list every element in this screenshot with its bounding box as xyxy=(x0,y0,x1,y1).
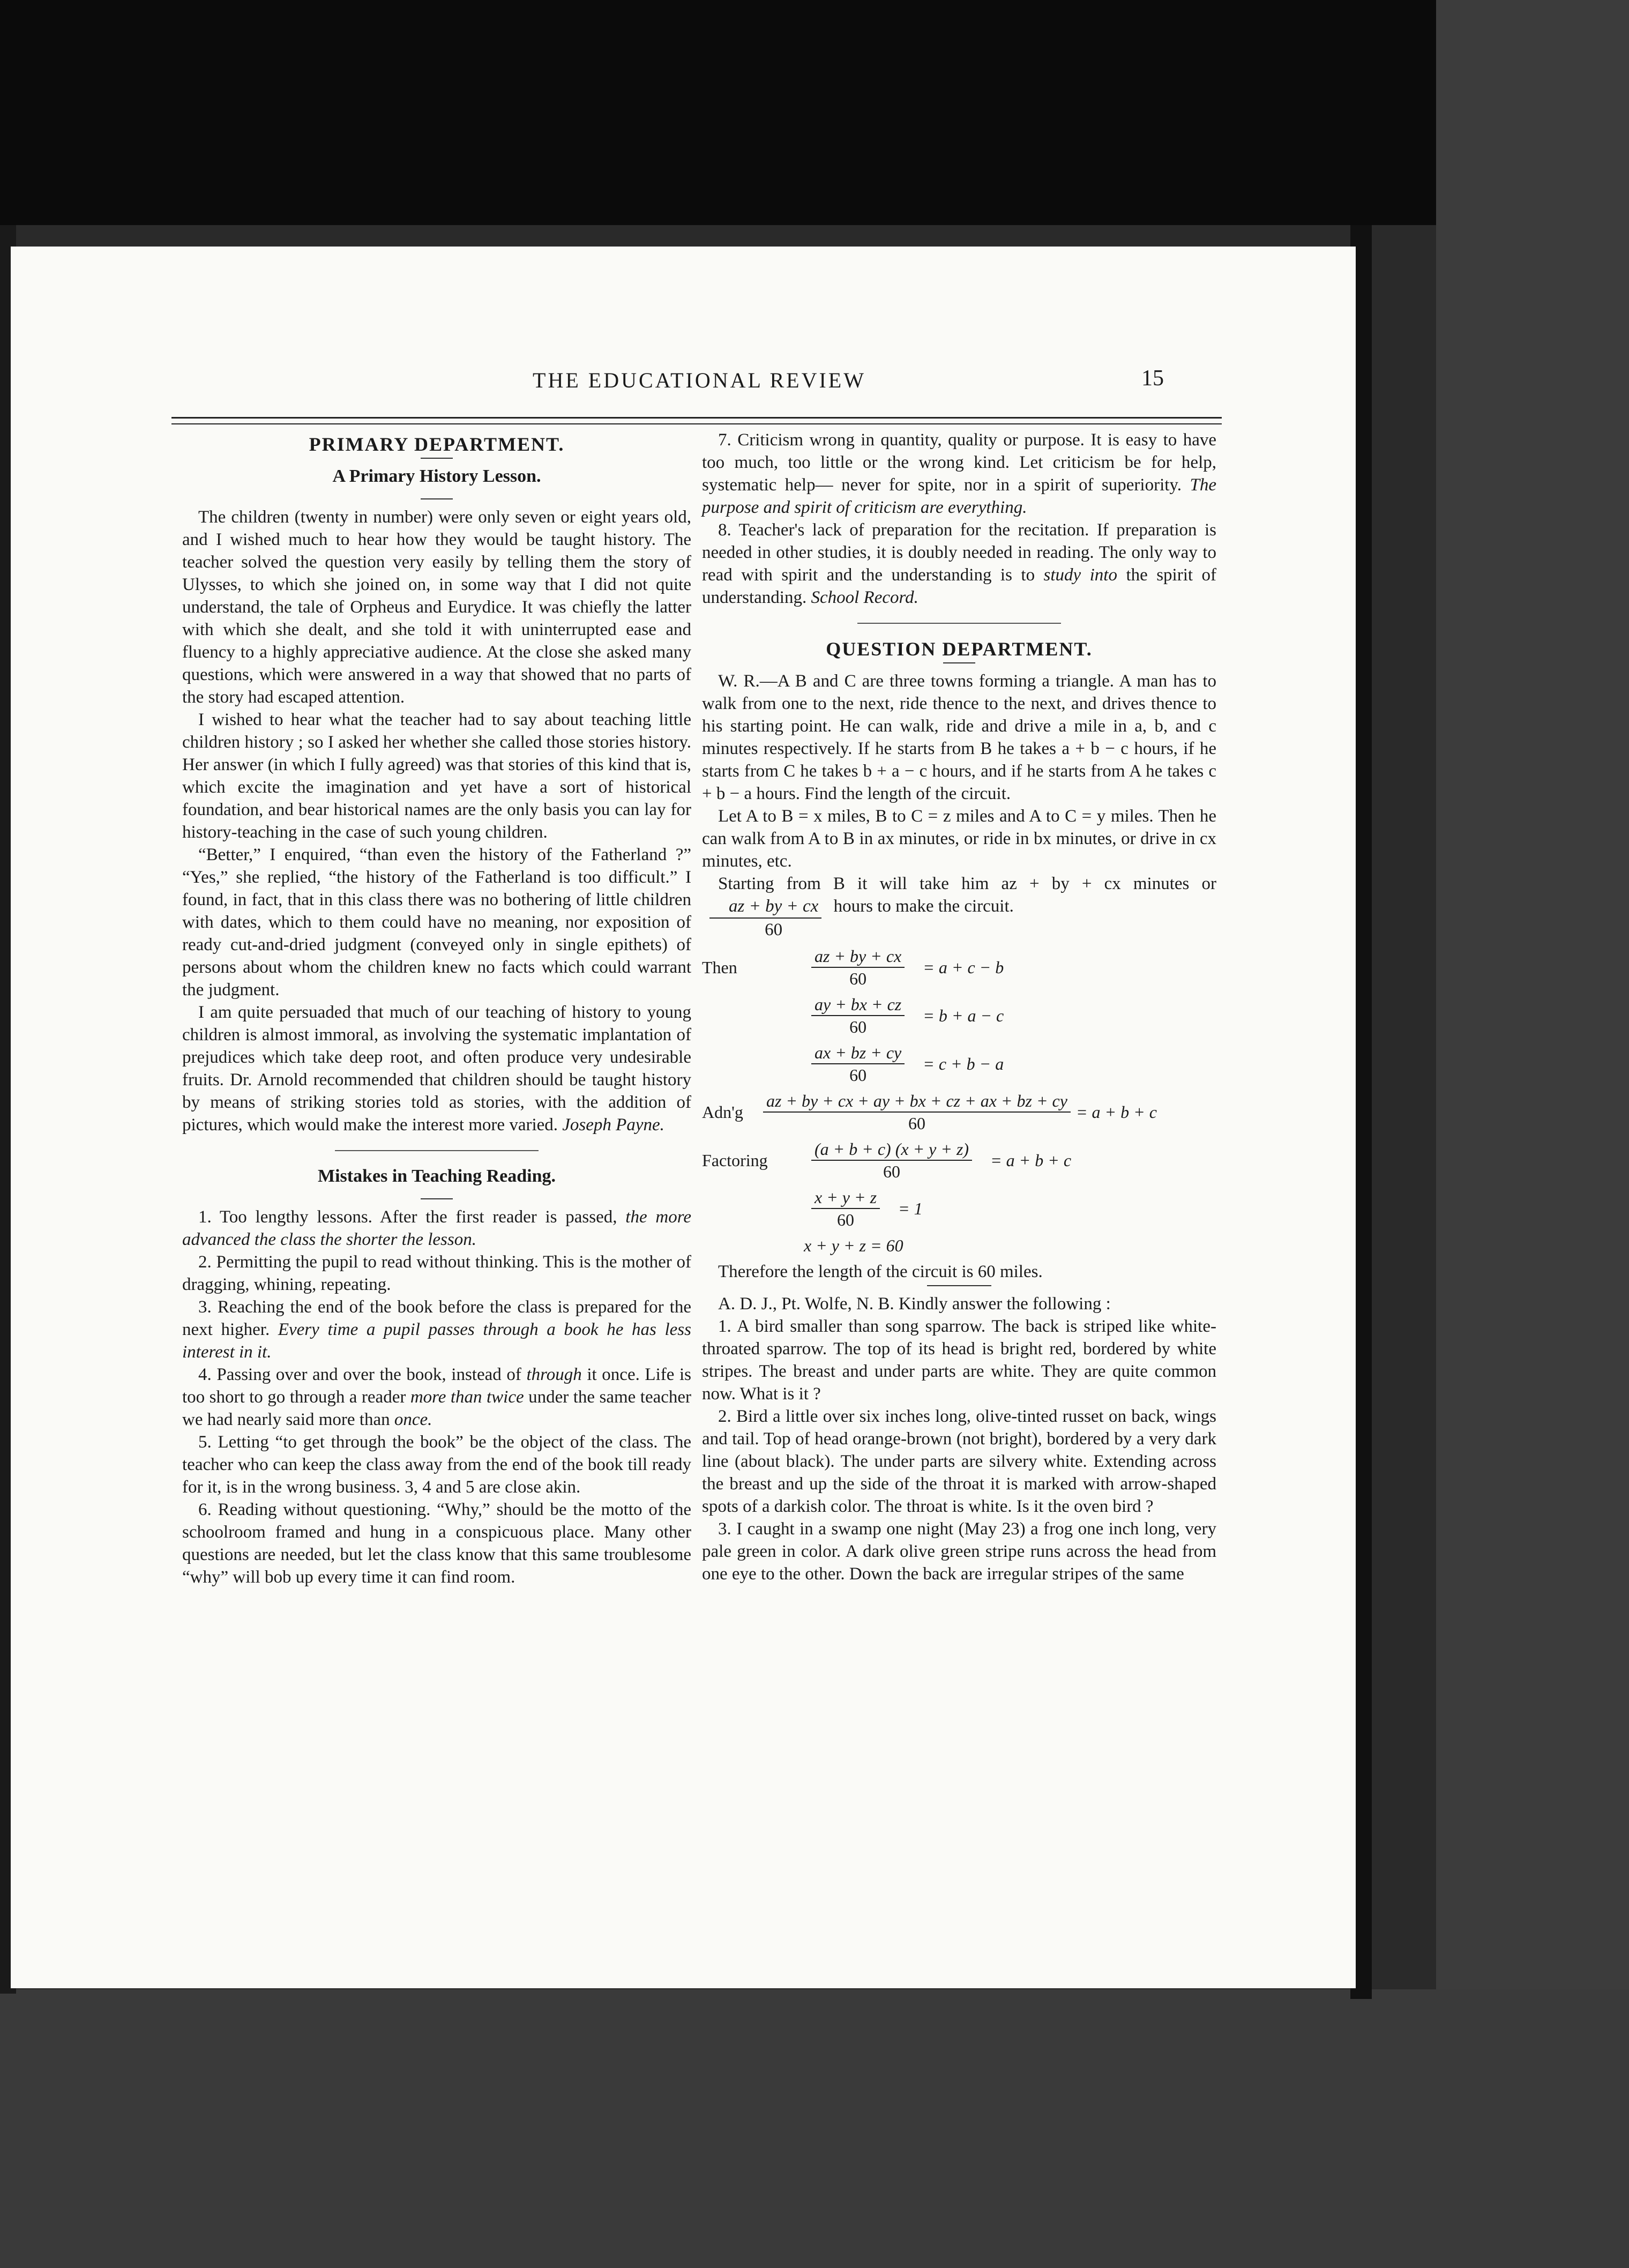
equation-row xyxy=(702,945,1216,989)
paragraph-text: hours to make the circuit. xyxy=(833,897,1014,916)
paragraph: 3. I caught in a swamp one night (May 23) a frog one inch long, very pale green in color. A dark olive green stripe runs across the head from one eye to the other. Down the back are irregular stripes of the same xyxy=(702,1519,1216,1584)
paragraph: Let A to B = x miles, B to C = z miles and A to C = y miles. Then he can walk from A to B in ax minutes, or ride in bx minutes, or drive in cx minutes, etc. xyxy=(702,807,1216,871)
list-text: it once. Life is too short to go through a reader xyxy=(182,1365,692,1407)
paragraph xyxy=(182,1001,691,1136)
dash-rule xyxy=(927,1285,991,1286)
paragraph-text: I am quite persuaded that much of our teaching of history to young children is almost immoral, as involving the systematic implantation of prejudices which take deep root, and often produce very undesirable fruits. Dr. Arnold recommended that children should be taught history by means of striking stories told as stories, with the addition of pictures, which would make the interest more varied. xyxy=(182,1003,691,1135)
paragraph: 2. Bird a little over six inches long, olive-tinted russet on back, wings and tail. Top of head orange-brown (not bright), bordered by a very dark line (about black). The under parts are silvery white. Extending across the breast and up the side of the throat it is marked with arrow-shaped spots of a darkish color. The throat is white. Is it the oven bird ? xyxy=(702,1407,1216,1516)
list-text: 1. Too lengthy lessons. After the first reader is passed, xyxy=(198,1207,617,1227)
section-divider xyxy=(335,1150,539,1151)
list-emphasis: once. xyxy=(394,1410,432,1429)
list-item xyxy=(702,429,1216,519)
equation-label: Factoring xyxy=(702,1151,768,1170)
list-text: 7. Criticism wrong in quantity, quality or purpose. It is easy to have too much, too little or the wrong kind. Let criticism be for help, systematic help— never for spite, nor in a spirit of superiority. xyxy=(702,430,1216,495)
lesson-title: A Primary History Lesson. xyxy=(332,466,541,486)
list-item xyxy=(182,1296,691,1363)
equation-rhs: = a + c − b xyxy=(923,958,1004,977)
fraction xyxy=(811,945,905,989)
equation-rhs: = c + b − a xyxy=(923,1054,1004,1073)
right-column xyxy=(702,429,1216,1585)
running-head: THE EDUCATIONAL REVIEW xyxy=(533,368,866,392)
list-item xyxy=(702,519,1216,609)
paragraph: 1. A bird smaller than song sparrow. The back is striped like white-throated sparrow. The top of its head is bright red, bordered by white stripes. The breast and under parts are white. They are quite common now. What is it ? xyxy=(702,1317,1216,1404)
equation-rhs: = b + a − c xyxy=(923,1006,1004,1025)
equation-rhs: = a + b + c xyxy=(1075,1102,1157,1122)
paragraph-text: Starting from B it will take him az + by + cx minutes or xyxy=(718,874,1216,893)
equation-label: Adn'g xyxy=(702,1102,743,1122)
fraction-denominator: 60 xyxy=(765,920,783,939)
header-rule xyxy=(171,417,1222,419)
scan-border-right xyxy=(1436,0,1629,2268)
scan-border-top xyxy=(0,0,1629,225)
paragraph: “Better,” I enquired, “than even the history of the Fatherland ?” “Yes,” she replied, “the history of the Fatherland is too difficult.” I found, in fact, that in this class there was no bothering of little children with dates, which to them could have no meaning, nor exposition of ready cut-and-dried judgment (conveyed only in single epithets) of persons about whom the children knew no facts which could warrant the judgment. xyxy=(182,845,691,999)
equation-label: Then xyxy=(702,958,737,977)
page-number: 15 xyxy=(1141,366,1164,391)
header-rule-2 xyxy=(171,423,1222,424)
equation-rhs: = a + b + c xyxy=(990,1151,1072,1170)
paragraph: I wished to hear what the teacher had to say about teaching little children history ; so I asked her whether she called those stories history. Her answer (in which I fully agreed) was that stories of this kind that is, which excite the imagination and yet have a sort of historical foundation, and bear historical names are the only basis you can lay for history-teaching in the case of such young children. xyxy=(182,710,691,842)
scan-border-bottom xyxy=(0,1989,1629,2268)
signature: Joseph Payne. xyxy=(562,1115,664,1135)
fraction-denominator: 60 xyxy=(849,969,867,988)
dash-rule xyxy=(421,498,453,499)
fraction xyxy=(811,994,905,1038)
fraction-denominator: 60 xyxy=(908,1114,925,1133)
equation-row xyxy=(702,1235,1216,1256)
equation-row xyxy=(702,1090,1216,1134)
list-text: 8. Teacher's lack of preparation for the recitation. If preparation is needed in other studies, it is doubly needed in reading. The only way to read with spirit and the understanding is to xyxy=(702,520,1216,585)
paragraph: W. R.—A B and C are three towns forming a triangle. A man has to walk from one to the next, ride thence to the next, and drives thence to his starting point. He can walk, ride and drive a mile in a, b, and c minutes respectively. If he starts from B he takes a + b − c hours, if he starts from C he takes b + a − c hours, and if he starts from A he takes c + b − a hours. Find the length of the circuit. xyxy=(702,672,1216,803)
equation-block xyxy=(702,945,1216,1256)
list-item: 6. Reading without questioning. “Why,” should be the motto of the schoolroom framed and hung in a conspicuous place. Many other questions are needed, but let the class know that this same troublesome “why” will bob up every time it can find room. xyxy=(182,1500,691,1587)
paragraph: A. D. J., Pt. Wolfe, N. B. Kindly answer the following : xyxy=(718,1294,1111,1314)
paragraph: Therefore the length of the circuit is 60 miles. xyxy=(718,1262,1043,1281)
list-emphasis: more than twice xyxy=(410,1387,524,1407)
fraction-denominator: 60 xyxy=(837,1210,855,1229)
fraction-numerator: ay + bx + cz xyxy=(811,994,905,1016)
list-item: 2. Permitting the pupil to read without thinking. This is the mother of dragging, whining, repeating. xyxy=(182,1252,691,1294)
list-text: 4. Passing over and over the book, instead of xyxy=(198,1365,521,1384)
fraction-numerator: (a + b + c) (x + y + z) xyxy=(811,1138,972,1161)
page xyxy=(11,247,1356,1988)
fraction-numerator: az + by + cx xyxy=(811,945,905,968)
list-emphasis: the more advanced the class the shorter the lesson. xyxy=(182,1207,691,1249)
fraction xyxy=(811,1042,905,1086)
source-credit: School Record. xyxy=(811,588,918,607)
list-text: 3. Reaching the end of the book before the class is prepared for the next higher. xyxy=(182,1297,691,1339)
fraction-numerator: az + by + cx xyxy=(709,895,821,919)
fraction xyxy=(763,1090,1071,1134)
dash-rule xyxy=(943,662,975,663)
equation-rhs: = 1 xyxy=(898,1199,923,1218)
equation-text: x + y + z = 60 xyxy=(804,1236,903,1255)
list-emphasis: through xyxy=(526,1365,582,1384)
list-text: under the same teacher we had nearly said more than xyxy=(182,1387,692,1429)
fraction-numerator: x + y + z xyxy=(811,1187,880,1209)
equation-row xyxy=(702,994,1216,1038)
list-emphasis: The purpose and spirit of criticism are everything. xyxy=(702,475,1216,517)
list-item xyxy=(182,1363,691,1431)
list-item xyxy=(182,1206,691,1251)
primary-department-heading: PRIMARY DEPARTMENT. xyxy=(309,434,565,455)
equation-row xyxy=(702,1042,1216,1086)
fraction-numerator: ax + bz + cy xyxy=(811,1042,905,1064)
dash-rule xyxy=(421,458,453,459)
equation-row xyxy=(702,1138,1216,1182)
list-text: the spirit of understanding. xyxy=(702,565,1216,607)
mistakes-title: Mistakes in Teaching Reading. xyxy=(318,1166,556,1186)
equation-row xyxy=(702,1187,1216,1230)
paragraph xyxy=(702,872,1216,941)
question-department-heading: QUESTION DEPARTMENT. xyxy=(826,638,1093,660)
list-emphasis: study into xyxy=(1043,565,1117,585)
fraction-numerator: az + by + cx + ay + bx + cz + ax + bz + cy xyxy=(763,1090,1071,1113)
list-emphasis: Every time a pupil passes through a book he has less interest in it. xyxy=(182,1320,691,1362)
left-column xyxy=(182,429,691,1588)
section-divider xyxy=(857,623,1061,624)
dash-rule xyxy=(421,1198,453,1199)
fraction xyxy=(709,895,821,941)
fraction-denominator: 60 xyxy=(849,1017,867,1036)
fraction-denominator: 60 xyxy=(849,1065,867,1085)
fraction xyxy=(811,1138,972,1182)
paragraph: The children (twenty in number) were only seven or eight years old, and I wished much to hear how they would be taught history. The teacher solved the question very easily by telling them the story of Ulysses, to which she joined on, in some way that I did not quite understand, the tale of Orpheus and Eurydice. It was chiefly the latter with which she dealt, and she told it with uninterrupted ease and fluency to a highly appreciative audience. At the close she asked many questions, which were answered in a way that showed that no parts of the story had escaped attention. xyxy=(182,508,691,707)
fraction xyxy=(811,1187,880,1230)
fraction-denominator: 60 xyxy=(883,1162,901,1181)
list-item: 5. Letting “to get through the book” be the object of the class. The teacher who can keep the class away from the end of the book till ready for it, is in the wrong business. 3, 4 and 5 are close akin. xyxy=(182,1433,691,1497)
